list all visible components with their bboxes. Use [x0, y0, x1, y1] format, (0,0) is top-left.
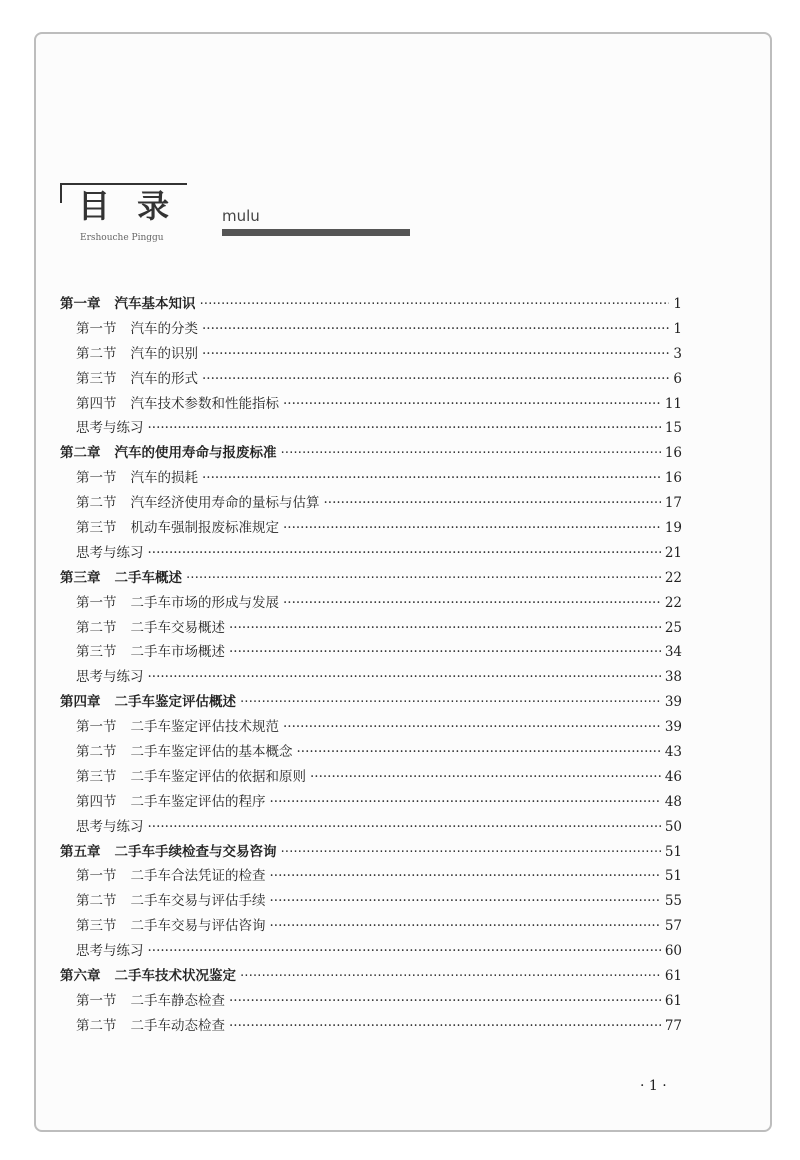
toc-section-entry[interactable] — [60, 317, 682, 342]
toc-section-entry[interactable] — [60, 765, 682, 790]
entry-page: 22 — [664, 569, 682, 586]
entry-title: 思考与练习 — [76, 943, 144, 960]
entry-label — [76, 466, 198, 491]
toc-section-entry[interactable] — [60, 640, 682, 665]
entry-label — [76, 815, 144, 840]
leader-dots — [229, 640, 661, 665]
entry-label — [76, 516, 279, 541]
toc-section-entry[interactable] — [60, 665, 682, 690]
entry-page: 57 — [664, 918, 682, 935]
entry-number: 第三节 — [76, 644, 117, 661]
entry-label — [60, 690, 236, 715]
entry-page: 17 — [664, 495, 682, 512]
entry-page: 11 — [664, 395, 682, 412]
entry-title: 二手车概述 — [114, 569, 182, 586]
entry-title: 思考与练习 — [76, 544, 144, 561]
table-of-contents — [60, 292, 682, 1039]
entry-title: 思考与练习 — [76, 420, 144, 437]
toc-subtitle: mulu — [222, 207, 260, 225]
entry-title: 二手车合法凭证的检查 — [130, 868, 266, 885]
toc-section-entry[interactable] — [60, 491, 682, 516]
entry-page: 1 — [673, 296, 682, 312]
leader-dots — [200, 292, 670, 317]
leader-dots — [186, 566, 661, 591]
leader-dots — [270, 914, 661, 939]
entry-label — [76, 591, 279, 616]
entry-page: 46 — [664, 768, 682, 785]
entry-label — [76, 715, 279, 740]
toc-chapter-entry[interactable] — [60, 292, 682, 317]
entry-label — [76, 640, 225, 665]
entry-page: 19 — [664, 520, 682, 537]
leader-dots — [240, 964, 661, 989]
leader-dots — [202, 317, 669, 342]
toc-section-entry[interactable] — [60, 864, 682, 889]
leader-dots — [148, 541, 661, 566]
toc-section-entry[interactable] — [60, 715, 682, 740]
entry-number: 第五章 — [60, 843, 101, 860]
entry-number: 第四节 — [76, 793, 117, 810]
leader-dots — [270, 864, 661, 889]
entry-page: 6 — [673, 370, 682, 387]
leader-dots — [310, 765, 661, 790]
entry-title: 二手车鉴定评估技术规范 — [130, 719, 279, 736]
entry-title: 汽车技术参数和性能指标 — [130, 395, 279, 412]
entry-number: 第一章 — [60, 296, 101, 312]
leader-dots — [283, 392, 661, 417]
toc-section-entry[interactable] — [60, 516, 682, 541]
entry-label — [76, 914, 266, 939]
header-rule — [60, 183, 187, 185]
header-bar — [222, 229, 410, 236]
entry-number: 第二节 — [76, 744, 117, 761]
entry-page: 77 — [664, 1017, 682, 1034]
entry-number: 第二节 — [76, 495, 117, 512]
entry-label — [76, 864, 266, 889]
entry-label — [76, 1014, 225, 1039]
toc-section-entry[interactable] — [60, 591, 682, 616]
entry-number: 第二章 — [60, 445, 101, 462]
entry-title: 二手车交易与评估手续 — [130, 893, 266, 910]
leader-dots — [202, 367, 669, 392]
toc-chapter-entry[interactable] — [60, 566, 682, 591]
entry-label — [76, 392, 279, 417]
leader-dots — [281, 840, 661, 865]
entry-number: 第三节 — [76, 918, 117, 935]
toc-section-entry[interactable] — [60, 740, 682, 765]
entry-label — [60, 566, 182, 591]
entry-page: 16 — [664, 470, 682, 487]
entry-number: 第一节 — [76, 992, 117, 1009]
entry-page: 38 — [664, 669, 682, 686]
toc-section-entry[interactable] — [60, 367, 682, 392]
leader-dots — [281, 441, 661, 466]
leader-dots — [270, 790, 661, 815]
entry-number: 第一节 — [76, 594, 117, 611]
entry-label — [76, 989, 225, 1014]
entry-number: 第三节 — [76, 370, 117, 387]
entry-title: 二手车动态检查 — [130, 1017, 225, 1034]
entry-title: 二手车鉴定评估的依据和原则 — [130, 768, 306, 785]
leader-dots — [270, 889, 661, 914]
entry-label — [76, 616, 225, 641]
leader-dots — [283, 591, 661, 616]
entry-label — [76, 790, 266, 815]
leader-dots — [297, 740, 661, 765]
entry-page: 1 — [673, 320, 682, 337]
entry-label — [60, 840, 277, 865]
entry-number: 第四章 — [60, 694, 101, 711]
leader-dots — [324, 491, 661, 516]
entry-title: 汽车的识别 — [130, 345, 198, 362]
entry-page: 43 — [664, 744, 682, 761]
toc-chapter-entry[interactable] — [60, 441, 682, 466]
entry-page: 60 — [664, 943, 682, 960]
entry-number: 第一节 — [76, 470, 117, 487]
entry-title: 汽车经济使用寿命的量标与估算 — [130, 495, 320, 512]
entry-title: 汽车的形式 — [130, 370, 198, 387]
entry-label — [60, 292, 196, 317]
toc-section-entry[interactable] — [60, 616, 682, 641]
entry-label — [76, 939, 144, 964]
entry-page: 21 — [664, 544, 682, 561]
entry-label — [60, 441, 277, 466]
entry-number: 第二节 — [76, 1017, 117, 1034]
entry-label — [76, 491, 320, 516]
entry-title: 机动车强制报废标准规定 — [130, 520, 279, 537]
toc-section-entry[interactable] — [60, 1014, 682, 1039]
entry-number: 第六章 — [60, 968, 101, 985]
entry-page: 50 — [664, 818, 682, 835]
entry-page: 48 — [664, 793, 682, 810]
entry-page: 16 — [664, 445, 682, 462]
toc-chapter-entry[interactable] — [60, 690, 682, 715]
entry-page: 15 — [664, 420, 682, 437]
leader-dots — [148, 939, 661, 964]
leader-dots — [229, 616, 661, 641]
toc-section-entry[interactable] — [60, 541, 682, 566]
entry-label — [60, 964, 236, 989]
toc-section-entry[interactable] — [60, 466, 682, 491]
entry-title: 二手车技术状况鉴定 — [114, 968, 236, 985]
header-rule-vertical — [60, 183, 62, 203]
entry-number: 第三节 — [76, 520, 117, 537]
entry-title: 汽车的损耗 — [130, 470, 198, 487]
leader-dots — [240, 690, 661, 715]
leader-dots — [229, 1014, 661, 1039]
page-number: · 1 · — [640, 1078, 667, 1094]
entry-title: 二手车静态检查 — [130, 992, 225, 1009]
entry-title: 汽车的使用寿命与报废标准 — [114, 445, 277, 462]
toc-section-entry[interactable] — [60, 889, 682, 914]
entry-number: 第一节 — [76, 868, 117, 885]
leader-dots — [283, 715, 661, 740]
entry-title: 二手车鉴定评估的基本概念 — [130, 744, 293, 761]
entry-label — [76, 367, 198, 392]
entry-number: 第一节 — [76, 719, 117, 736]
entry-page: 39 — [664, 719, 682, 736]
entry-title: 汽车基本知识 — [114, 296, 196, 312]
toc-section-entry[interactable] — [60, 342, 682, 367]
toc-section-entry[interactable] — [60, 392, 682, 417]
entry-title: 二手车交易概述 — [130, 619, 225, 636]
entry-label — [76, 765, 306, 790]
entry-page: 3 — [673, 345, 682, 362]
toc-section-entry[interactable] — [60, 989, 682, 1014]
entry-page: 39 — [664, 694, 682, 711]
entry-label — [76, 317, 198, 342]
entry-label — [76, 416, 144, 441]
toc-section-entry[interactable] — [60, 790, 682, 815]
toc-chapter-entry[interactable] — [60, 964, 682, 989]
entry-page: 55 — [664, 893, 682, 910]
entry-page: 51 — [664, 868, 682, 885]
toc-title: 目 录 — [78, 187, 178, 225]
entry-label — [76, 889, 266, 914]
leader-dots — [202, 342, 669, 367]
entry-number: 第三节 — [76, 768, 117, 785]
entry-title: 思考与练习 — [76, 669, 144, 686]
entry-title: 二手车手续检查与交易咨询 — [114, 843, 277, 860]
entry-title: 二手车市场概述 — [130, 644, 225, 661]
toc-chapter-entry[interactable] — [60, 840, 682, 865]
entry-number: 第二节 — [76, 345, 117, 362]
entry-label — [76, 665, 144, 690]
entry-page: 22 — [664, 594, 682, 611]
toc-section-entry[interactable] — [60, 815, 682, 840]
entry-page: 34 — [664, 644, 682, 661]
entry-page: 61 — [664, 968, 682, 985]
entry-title: 二手车鉴定评估的程序 — [130, 793, 266, 810]
entry-title: 二手车市场的形成与发展 — [130, 594, 279, 611]
leader-dots — [229, 989, 661, 1014]
toc-section-entry[interactable] — [60, 416, 682, 441]
entry-number: 第三章 — [60, 569, 101, 586]
leader-dots — [148, 416, 661, 441]
entry-number: 第四节 — [76, 395, 117, 412]
entry-number: 第二节 — [76, 893, 117, 910]
entry-title: 汽车的分类 — [130, 320, 198, 337]
entry-title: 思考与练习 — [76, 818, 144, 835]
toc-section-entry[interactable] — [60, 914, 682, 939]
entry-page: 25 — [664, 619, 682, 636]
entry-title: 二手车鉴定评估概述 — [114, 694, 236, 711]
toc-section-entry[interactable] — [60, 939, 682, 964]
leader-dots — [148, 665, 661, 690]
leader-dots — [202, 466, 661, 491]
entry-label — [76, 541, 144, 566]
book-pinyin: Ershouche Pinggu — [80, 233, 164, 243]
entry-number: 第一节 — [76, 320, 117, 337]
entry-number: 第二节 — [76, 619, 117, 636]
leader-dots — [283, 516, 661, 541]
entry-page: 61 — [664, 992, 682, 1009]
entry-page: 51 — [664, 843, 682, 860]
entry-label — [76, 740, 293, 765]
leader-dots — [148, 815, 661, 840]
entry-title: 二手车交易与评估咨询 — [130, 918, 266, 935]
entry-label — [76, 342, 198, 367]
